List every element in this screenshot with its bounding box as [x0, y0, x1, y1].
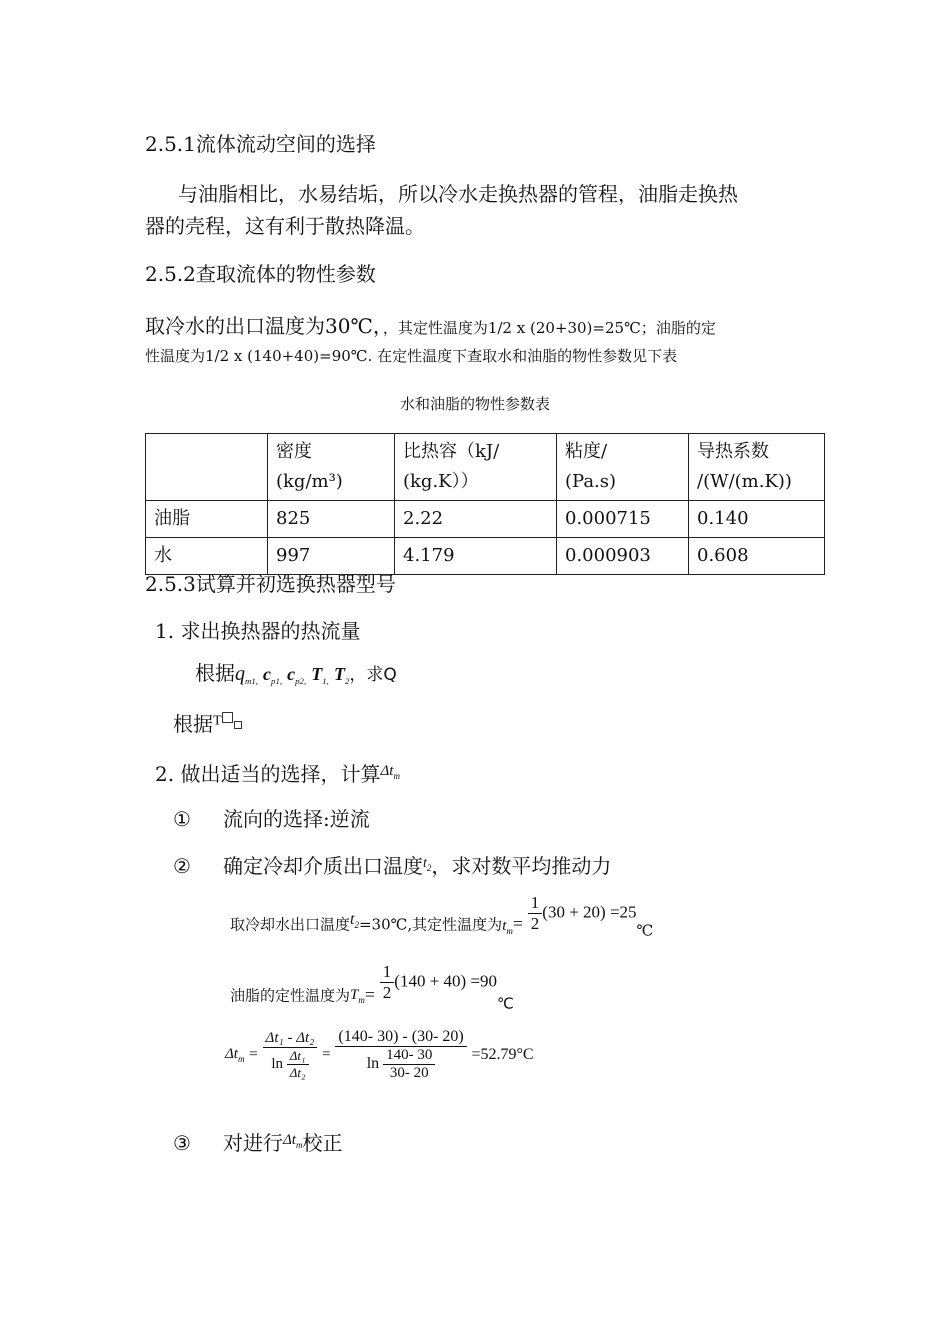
circled-number: ① — [173, 807, 191, 831]
log-mean-equation — [225, 1028, 534, 1082]
fraction-denominator: Δt₂ — [289, 1064, 306, 1080]
math-sub: m1, — [245, 676, 258, 687]
fraction-numerator: Δt₁ — [287, 1048, 309, 1065]
table-cell: 0.140 — [689, 501, 825, 538]
text-fragment: ，求Q — [349, 665, 397, 685]
fraction-denominator: ln $\frac{140- 30}{30- 20}$ — [335, 1047, 466, 1082]
circled-number: ② — [173, 854, 191, 878]
header-cell — [557, 434, 689, 501]
header-line: (kg/m³) — [276, 471, 343, 492]
math-var: T — [311, 664, 323, 684]
delta-t-m-symbol: Δtm — [283, 1132, 303, 1150]
fraction-lmtd — [263, 1030, 318, 1081]
math-sub: p2, — [295, 676, 307, 687]
header-cell — [689, 434, 825, 501]
paragraph-line: 性温度为1/2 x (140+40)=90℃. 在定性温度下查取水和油脂的物性参数见下表 — [145, 347, 678, 365]
math-sub: 1, — [322, 676, 329, 687]
text-fragment: 取冷水的出口温度为30℃， — [145, 314, 383, 338]
fraction-denominator: 30- 20 — [389, 1065, 429, 1081]
text-fragment: 取冷却水出口温度 — [230, 915, 351, 934]
paragraph-line — [145, 310, 716, 339]
text-fragment: 2. 做出适当的选择，计算 — [155, 762, 381, 786]
text-fragment: 对进行 — [223, 1131, 283, 1155]
table-cell: 825 — [268, 501, 395, 538]
expression: (30 + 20) =25 — [542, 902, 637, 922]
t2-symbol: $t_2$ — [350, 910, 359, 930]
formula-line — [195, 657, 397, 686]
equals-sign: = — [249, 1046, 258, 1063]
expression: (140 + 40) =90 — [394, 971, 498, 991]
table-cell: 油脂 — [146, 501, 268, 538]
table-cell: 2.22 — [395, 501, 557, 538]
list-item-1: 1. 求出换热器的热流量 — [155, 619, 361, 643]
header-line: 导热系数 — [697, 441, 769, 462]
t2-symbol: t2 — [423, 856, 432, 873]
text-fragment: ，求对数平均推动力 — [431, 854, 612, 878]
missing-glyph-icon — [234, 721, 242, 729]
unit: ℃ — [636, 921, 654, 940]
missing-glyph-icon — [222, 712, 233, 723]
equals-sign: = — [322, 1046, 331, 1063]
header-cell — [146, 434, 268, 501]
delta-t-m-symbol: $\Delta t_m$ — [380, 763, 400, 781]
text-fragment: 根据 — [173, 712, 213, 736]
math-var: T — [333, 664, 345, 684]
result: =52.79°C — [471, 1046, 534, 1063]
table-cell: 997 — [268, 538, 395, 575]
table-cell: 0.000715 — [557, 501, 689, 538]
text-fragment: 校正 — [302, 1131, 343, 1155]
text-fragment: 油脂的定性温度为 — [230, 986, 351, 1005]
fraction-numerator: 1 — [528, 893, 543, 914]
list-item-2 — [155, 758, 400, 787]
text-fragment: 根据 — [195, 661, 235, 685]
fraction-lmtd-values — [335, 1028, 466, 1082]
table-cell: 0.000903 — [557, 538, 689, 575]
table-cell: 水 — [146, 538, 268, 575]
table-cell: 4.179 — [395, 538, 557, 575]
section-heading-2-5-3: 2.5.3试算并初选换热器型号 — [145, 572, 396, 596]
header-line: 密度 — [276, 441, 312, 462]
fraction-denominator: 2 — [382, 983, 392, 1002]
header-line: (kg.K）） — [403, 471, 479, 492]
section-heading-2-5-2: 2.5.2查取流体的物性参数 — [145, 262, 376, 286]
equals-sign: = — [512, 913, 524, 934]
equals-sign: = — [364, 984, 376, 1005]
header-cell — [395, 434, 557, 501]
text-fragment: 确定冷却介质出口温度 — [223, 854, 423, 878]
header-line: 比热容（kJ/ — [403, 441, 500, 462]
fraction-numerator: (140- 30) - (30- 20) — [335, 1028, 466, 1047]
fraction-half — [380, 962, 395, 1003]
fraction-numerator: 140- 30 — [383, 1047, 435, 1065]
paragraph-line: 器的壳程，这有利于散热降温。 — [145, 214, 425, 238]
header-line: 粘度/ — [565, 441, 608, 462]
sub-item-1 — [173, 803, 370, 832]
table-caption: 水和油脂的物性参数表 — [399, 395, 550, 413]
math-var: q — [235, 663, 245, 685]
fraction-half — [528, 893, 543, 934]
header-cell — [268, 434, 395, 501]
table-header-row — [146, 434, 825, 501]
sub-item-3 — [173, 1127, 342, 1156]
formula-line — [173, 708, 242, 737]
table-row — [146, 501, 825, 538]
fraction-numerator: Δt₁ - Δt₂ — [263, 1030, 318, 1048]
fraction-denominator: 2 — [530, 914, 540, 933]
header-line: (Pa.s) — [565, 471, 617, 492]
equation-line — [230, 962, 514, 1013]
text-fragment: =30℃,其定性温度为 — [358, 915, 503, 934]
math-sub: p1, — [271, 676, 283, 687]
tm-symbol: $t_m$ — [502, 917, 513, 936]
text-fragment: ，其定性温度为1/2 x (20+30)=25℃；油脂的定 — [382, 319, 716, 337]
math-var: c — [263, 664, 272, 684]
equation-line — [230, 893, 653, 940]
sub-item-2 — [173, 850, 611, 879]
Tm-symbol: $T_m$ — [350, 986, 365, 1005]
paragraph-line: 与油脂相比，水易结垢，所以冷水走换热器的管程，油脂走换热 — [178, 182, 738, 206]
math-var: c — [287, 664, 296, 684]
header-line: /(W/(m.K)) — [697, 471, 792, 492]
fraction-denominator: ln $\frac{\text{Δt₁}}{\text{Δt₂}}$ — [263, 1048, 318, 1081]
math-sup: T — [213, 713, 222, 729]
circled-number: ③ — [173, 1131, 191, 1155]
fraction-numerator: 1 — [380, 962, 395, 983]
table-cell: 0.608 — [689, 538, 825, 575]
unit: ℃ — [497, 994, 514, 1013]
math-sub: 2 — [344, 676, 350, 687]
delta-t-m-symbol: $\Delta t_m$ — [225, 1046, 245, 1064]
text-fragment: 流向的选择:逆流 — [223, 807, 370, 831]
section-heading-2-5-1: 2.5.1流体流动空间的选择 — [145, 132, 376, 156]
properties-table — [145, 433, 825, 575]
